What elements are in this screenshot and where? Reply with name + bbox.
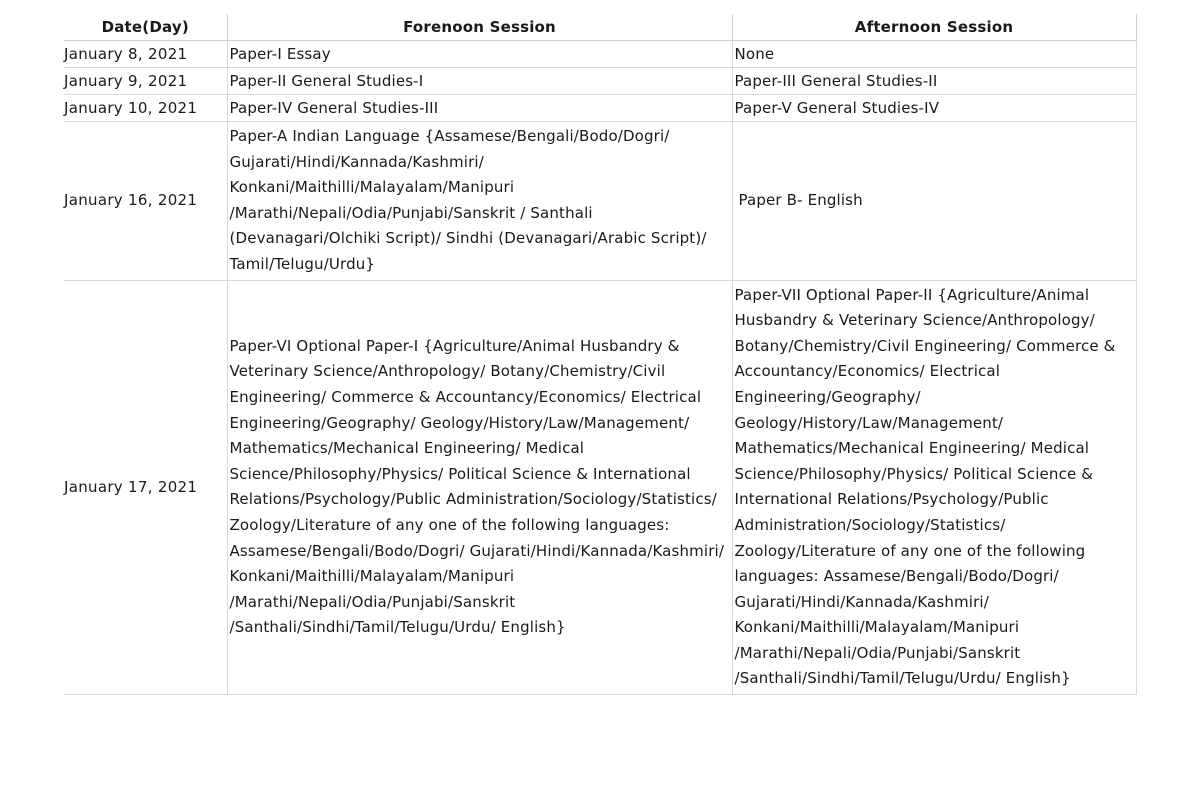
row-afternoon: Paper-III General Studies-II bbox=[732, 68, 1136, 95]
row-date: January 17, 2021 bbox=[64, 280, 227, 695]
header-date: Date(Day) bbox=[64, 14, 227, 41]
row-afternoon: Paper B- English bbox=[732, 122, 1136, 281]
table-body bbox=[64, 41, 1136, 695]
row-date: January 10, 2021 bbox=[64, 95, 227, 122]
row-afternoon: None bbox=[732, 41, 1136, 68]
row-date: January 16, 2021 bbox=[64, 122, 227, 281]
header-afternoon-session: Afternoon Session bbox=[732, 14, 1136, 41]
row-forenoon: Paper-A Indian Language {Assamese/Bengali/Bodo/Dogri/ Gujarati/Hindi/Kannada/Kashmiri/ Konkani/Maithilli/Malayalam/Manipuri /Marathi/Nepali/Odia/Punjabi/Sanskrit / Santhali (Devanagari/Olchiki Script)/ Sindhi (Devanagari/Arabic Script)/ Tamil/Telugu/Urdu} bbox=[227, 122, 732, 281]
table-row bbox=[64, 122, 1136, 281]
table-row bbox=[64, 95, 1136, 122]
table-row bbox=[64, 68, 1136, 95]
row-afternoon: Paper-V General Studies-IV bbox=[732, 95, 1136, 122]
header-forenoon-session: Forenoon Session bbox=[227, 14, 732, 41]
exam-schedule-table bbox=[64, 14, 1137, 695]
row-forenoon: Paper-VI Optional Paper-I {Agriculture/Animal Husbandry & Veterinary Science/Anthropology/ Botany/Chemistry/Civil Engineering/ Commerce & Accountancy/Economics/ Electrical Engineering/Geography/ Geology/History/Law/Management/ Mathematics/Mechanical Engineering/ Medical Science/Philosophy/Physics/ Political Science & International Relations/Psychology/Public Administration/Sociology/Statistics/ Zoology/Literature of any one of the following languages: Assamese/Bengali/Bodo/Dogri/ Gujarati/Hindi/Kannada/Kashmiri/ Konkani/Maithilli/Malayalam/Manipuri /Marathi/Nepali/Odia/Punjabi/Sanskrit /Santhali/Sindhi/Tamil/Telugu/Urdu/ English} bbox=[227, 280, 732, 695]
row-afternoon: Paper-VII Optional Paper-II {Agriculture/Animal Husbandry & Veterinary Science/Anthropology/ Botany/Chemistry/Civil Engineering/ Commerce & Accountancy/Economics/ Electrical Engineering/Geography/ Geology/History/Law/Management/ Mathematics/Mechanical Engineering/ Medical Science/Philosophy/Physics/ Political Science & International Relations/Psychology/Public Administration/Sociology/Statistics/ Zoology/Literature of any one of the following languages: Assamese/Bengali/Bodo/Dogri/ Gujarati/Hindi/Kannada/Kashmiri/ Konkani/Maithilli/Malayalam/Manipuri /Marathi/Nepali/Odia/Punjabi/Sanskrit /Santhali/Sindhi/Tamil/Telugu/Urdu/ English} bbox=[732, 280, 1136, 695]
header-row bbox=[64, 14, 1136, 41]
table-header bbox=[64, 14, 1136, 41]
table-row bbox=[64, 41, 1136, 68]
row-forenoon: Paper-IV General Studies-III bbox=[227, 95, 732, 122]
row-forenoon: Paper-I Essay bbox=[227, 41, 732, 68]
row-date: January 8, 2021 bbox=[64, 41, 227, 68]
row-date: January 9, 2021 bbox=[64, 68, 227, 95]
row-forenoon: Paper-II General Studies-I bbox=[227, 68, 732, 95]
table-row bbox=[64, 280, 1136, 695]
